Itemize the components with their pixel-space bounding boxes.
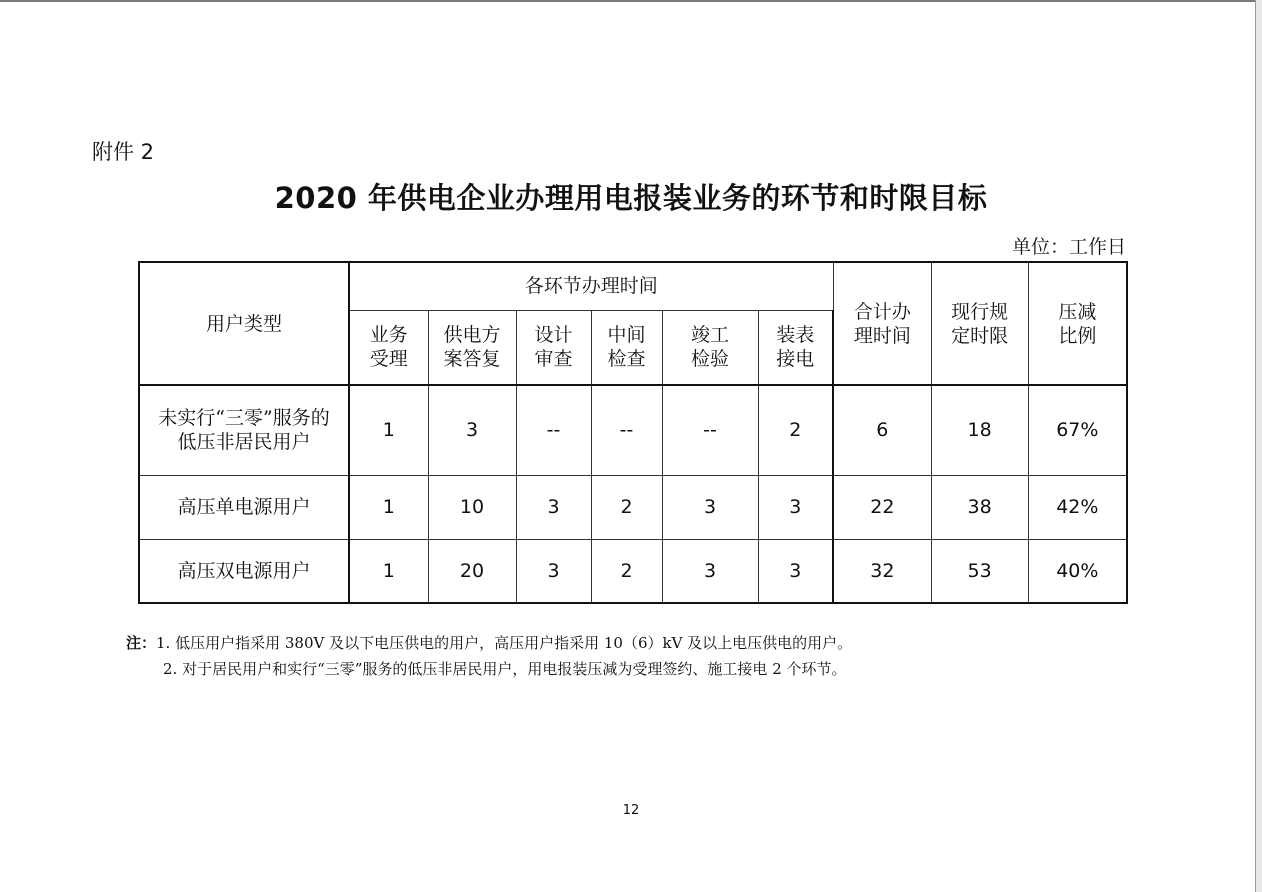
cell-value: 2	[758, 385, 833, 475]
row-user-type: 高压双电源用户	[139, 539, 349, 603]
cell-value: 3	[758, 475, 833, 539]
cell-ratio: 40%	[1028, 539, 1127, 603]
cell-total: 22	[833, 475, 931, 539]
header-total: 合计办 理时间	[833, 262, 931, 385]
header-stage-accept: 业务 受理	[349, 310, 428, 385]
cell-limit: 38	[931, 475, 1028, 539]
cell-value: 3	[662, 539, 758, 603]
cell-value: 2	[591, 539, 662, 603]
cell-value: --	[662, 385, 758, 475]
cell-value: 3	[516, 475, 591, 539]
notes-section	[126, 630, 852, 682]
cell-value: 3	[516, 539, 591, 603]
cell-limit: 18	[931, 385, 1028, 475]
header-current-limit: 现行规 定时限	[931, 262, 1028, 385]
header-reduction: 压减 比例	[1028, 262, 1127, 385]
table-row	[139, 475, 1127, 539]
cell-value: 1	[349, 475, 428, 539]
cell-value: 3	[428, 385, 516, 475]
table-row	[139, 539, 1127, 603]
notes-label: 注：	[126, 634, 157, 652]
header-stage-connect: 装表 接电	[758, 310, 833, 385]
header-stage-midcheck: 中间 检查	[591, 310, 662, 385]
header-stage-plan: 供电方 案答复	[428, 310, 516, 385]
unit-label: 单位：工作日	[1011, 236, 1126, 258]
row-user-type: 未实行“三零”服务的 低压非居民用户	[139, 385, 349, 475]
cell-value: --	[516, 385, 591, 475]
cell-value: 10	[428, 475, 516, 539]
cell-value: 1	[349, 539, 428, 603]
header-user-type: 用户类型	[139, 262, 349, 385]
note-item-2: 2. 对于居民用户和实行“三零”服务的低压非居民用户，用电报装压减为受理签约、施工接电 2 个环节。	[163, 660, 847, 678]
cell-total: 6	[833, 385, 931, 475]
document-title: 2020 年供电企业办理用电报装业务的环节和时限目标	[274, 181, 988, 215]
cell-limit: 53	[931, 539, 1028, 603]
cell-value: 2	[591, 475, 662, 539]
page-right-edge	[1255, 0, 1262, 892]
row-user-type: 高压单电源用户	[139, 475, 349, 539]
time-limit-table	[138, 261, 1128, 604]
cell-value: 3	[758, 539, 833, 603]
table-row	[139, 385, 1127, 475]
cell-value: 3	[662, 475, 758, 539]
cell-value: 20	[428, 539, 516, 603]
header-stage-design: 设计 审查	[516, 310, 591, 385]
cell-ratio: 42%	[1028, 475, 1127, 539]
note-item-1: 注：1. 低压用户指采用 380V 及以下电压供电的用户，高压用户指采用 10（6）kV 及以上电压供电的用户。	[126, 634, 853, 652]
cell-total: 32	[833, 539, 931, 603]
attachment-label: 附件 2	[92, 140, 155, 164]
header-stage-completion: 竣工 检验	[662, 310, 758, 385]
cell-value: --	[591, 385, 662, 475]
cell-value: 1	[349, 385, 428, 475]
cell-ratio: 67%	[1028, 385, 1127, 475]
page-top-border	[0, 0, 1262, 2]
header-stages-group: 各环节办理时间	[349, 262, 833, 310]
page-number: 12	[622, 803, 640, 818]
